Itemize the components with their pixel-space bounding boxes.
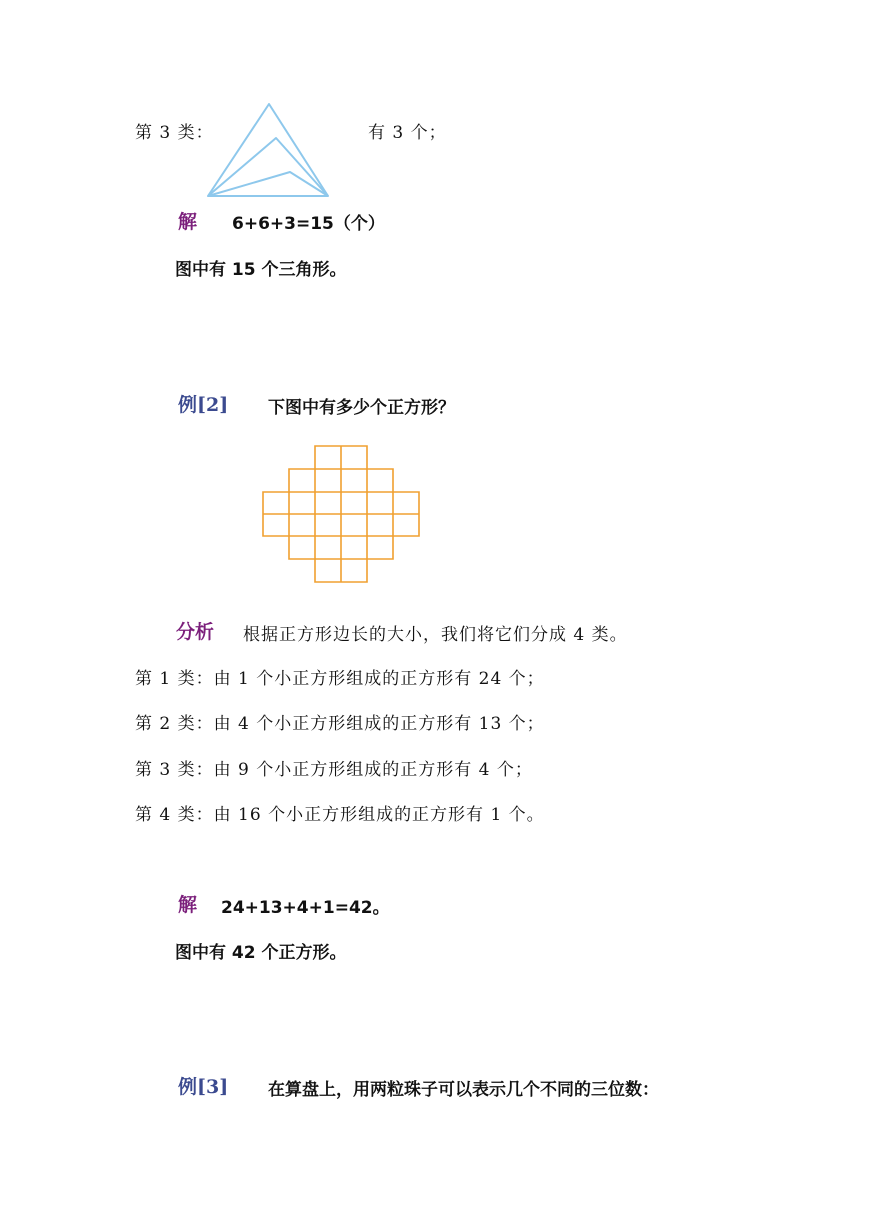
example3-question: 在算盘上，用两粒珠子可以表示几个不同的三位数：: [268, 1080, 659, 1100]
triangle-conclusion: 图中有 15 个三角形。: [175, 260, 347, 280]
analysis-tag: 分析: [176, 621, 215, 643]
example2-question: 下图中有多少个正方形？: [268, 398, 455, 418]
square-conclusion: 图中有 42 个正方形。: [175, 943, 347, 963]
solution2-tag: 解: [178, 894, 198, 916]
example2-tag: 例[2]: [178, 394, 229, 416]
example3-tag: 例[3]: [178, 1076, 229, 1098]
class-line-4: 第 4 类：由 16 个小正方形组成的正方形有 1 个。: [135, 805, 545, 825]
triangle-figure: [206, 102, 332, 198]
solution-expression: 6+6+3=15（个）: [232, 214, 385, 234]
class3-label: 第 3 类：: [135, 123, 214, 143]
class-line-1: 第 1 类：由 1 个小正方形组成的正方形有 24 个；: [135, 669, 545, 689]
class-line-3: 第 3 类：由 9 个小正方形组成的正方形有 4 个；: [135, 760, 533, 780]
solution-tag: 解: [178, 211, 198, 233]
class-line-2: 第 2 类：由 4 个小正方形组成的正方形有 13 个；: [135, 714, 545, 734]
square-grid-figure: [262, 445, 420, 583]
class3-count: 有 3 个；: [368, 123, 447, 143]
solution2-expression: 24+13+4+1=42。: [221, 898, 390, 918]
analysis-text: 根据正方形边长的大小，我们将它们分成 4 类。: [243, 625, 628, 645]
